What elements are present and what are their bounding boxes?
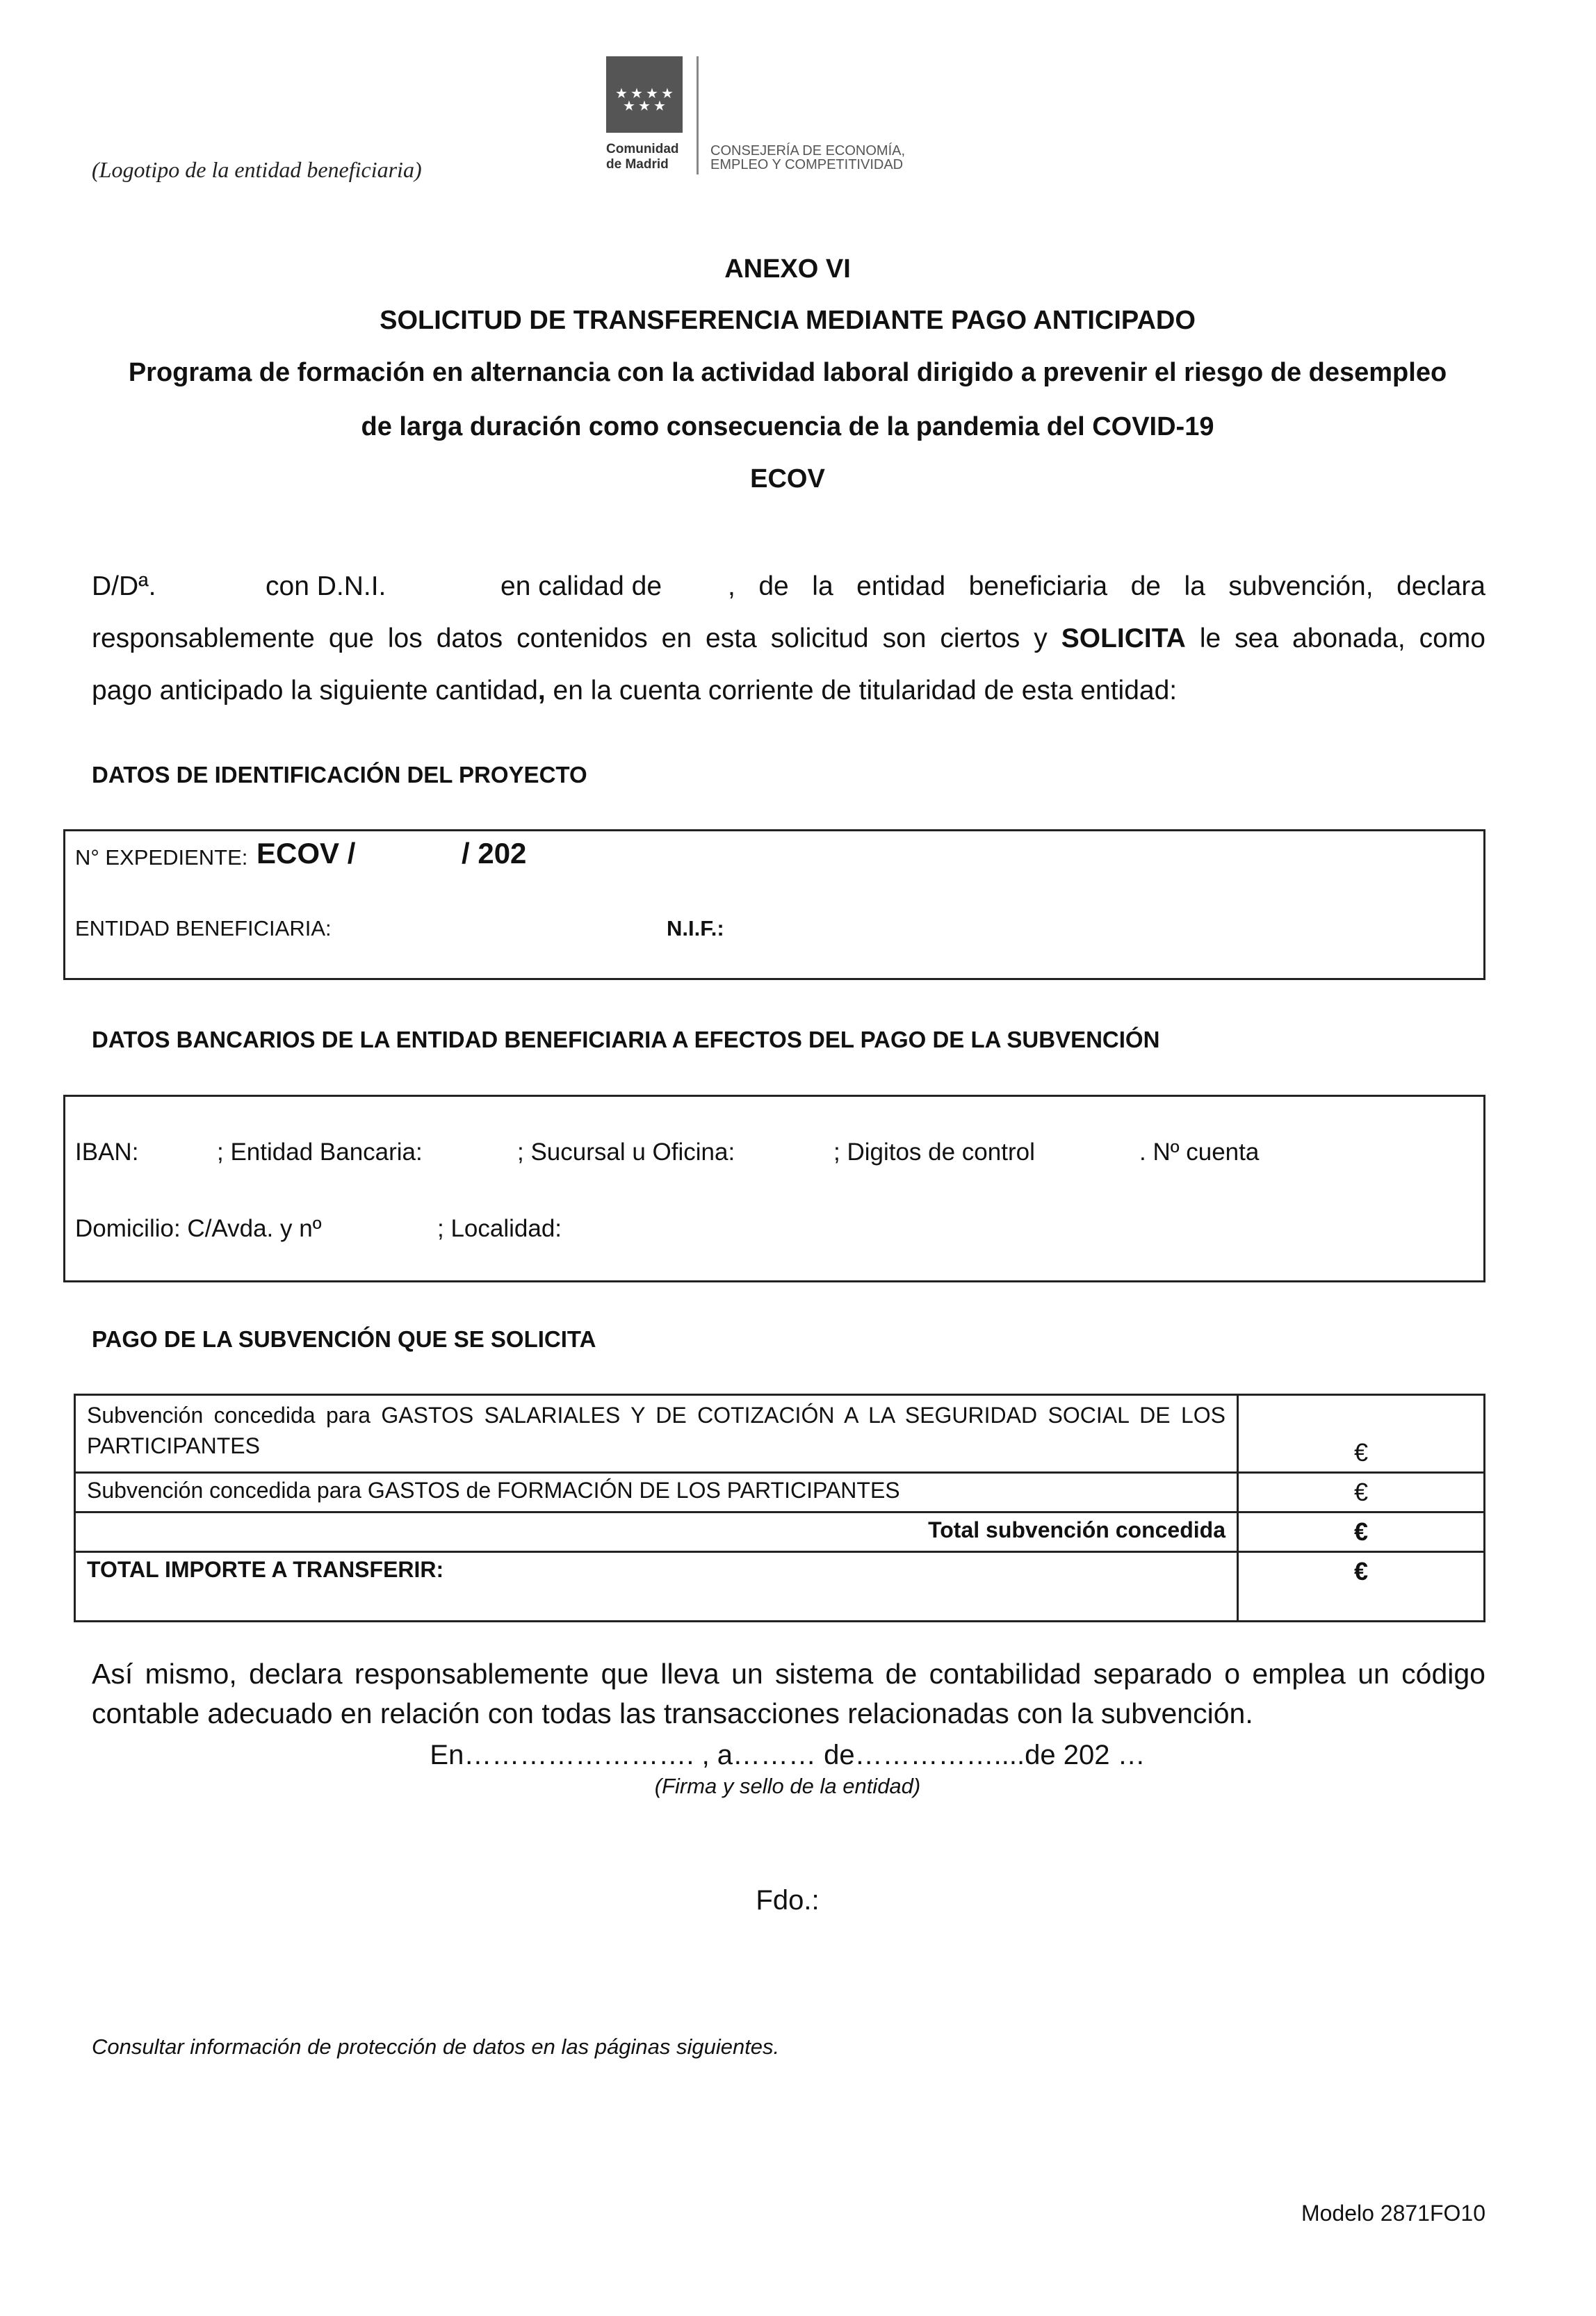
svg-text:★: ★ xyxy=(638,97,651,114)
table-row xyxy=(75,1512,1485,1552)
declaration-text: Así mismo, declara responsablemente que lleva un sistema de contabilidad separado o emplea un código contable adecuado en relación con todas las transacciones relacionadas con la subvención. xyxy=(92,1658,1485,1729)
role-label: en calidad de xyxy=(500,571,662,601)
bank-heading: DATOS BANCARIOS DE LA ENTIDAD BENEFICIARIA A EFECTOS DEL PAGO DE LA SUBVENCIÓN xyxy=(92,1027,1160,1052)
svg-text:★: ★ xyxy=(646,85,658,101)
place-date-line: En……………………. , a……… de……………....de 202 … xyxy=(430,1740,1146,1770)
intro-line3: pago anticipado la siguiente cantidad xyxy=(92,676,538,706)
program-code: ECOV xyxy=(750,464,825,494)
branch-label: ; Sucursal u Oficina: xyxy=(517,1139,735,1166)
org-name xyxy=(606,142,679,172)
training-costs-label: Subvención concedida para GASTOS de FORMACIÓN DE LOS PARTICIPANTES xyxy=(75,1473,1238,1512)
signed-by-label: Fdo.: xyxy=(756,1885,820,1916)
bank-box xyxy=(63,1095,1485,1282)
annex-title: ANEXO VI xyxy=(724,254,851,284)
comma: , xyxy=(537,676,546,706)
currency-symbol: € xyxy=(1238,1512,1485,1552)
iban-label: IBAN: xyxy=(75,1139,139,1166)
project-box xyxy=(63,829,1485,980)
total-granted-label: Total subvención concedida xyxy=(75,1512,1238,1552)
org-name-line1: Comunidad xyxy=(606,142,679,156)
svg-text:★: ★ xyxy=(653,97,666,114)
intro-line1-rest: , de la entidad beneficiaria de la subvención, declara xyxy=(728,571,1485,601)
program-title-line1: Programa de formación en alternancia con la actividad laboral dirigido a prevenir el riesgo de desempleo xyxy=(128,358,1447,387)
locality-label: ; Localidad: xyxy=(437,1215,562,1242)
nif-label: N.I.F.: xyxy=(667,916,724,940)
svg-text:★: ★ xyxy=(630,85,643,101)
salary-costs-label: Subvención concedida para GASTOS SALARIALES Y DE COTIZACIÓN A LA SEGURIDAD SOCIAL DE LOS PARTICIPANTES xyxy=(75,1395,1238,1473)
currency-symbol: € xyxy=(1238,1552,1485,1622)
currency-symbol: € xyxy=(1238,1395,1485,1473)
department-name xyxy=(710,144,905,172)
currency-symbol: € xyxy=(1238,1473,1485,1512)
intro-paragraph xyxy=(92,560,1485,717)
model-number: Modelo 2871FO10 xyxy=(1301,2201,1485,2226)
intro-line2: responsablemente que los datos contenidos en esta solicitud son ciertos y xyxy=(92,623,1061,653)
signature-note: (Firma y sello de la entidad) xyxy=(654,1774,921,1798)
expediente-suffix: / 202 xyxy=(462,837,527,870)
expediente-label: N° EXPEDIENTE: xyxy=(75,845,248,870)
table-row xyxy=(75,1395,1485,1473)
table-row xyxy=(75,1552,1485,1622)
entity-label: ENTIDAD BENEFICIARIA: xyxy=(75,916,332,940)
logo-divider xyxy=(697,56,699,174)
svg-text:★: ★ xyxy=(661,85,674,101)
expediente-prefix: ECOV / xyxy=(256,837,356,870)
program-title-line2: de larga duración como consecuencia de la pandemia del COVID-19 xyxy=(361,412,1214,441)
stars-icon xyxy=(606,56,683,133)
dept-line1: CONSEJERÍA DE ECONOMÍA, xyxy=(710,143,906,158)
svg-text:★: ★ xyxy=(615,85,628,101)
payment-table xyxy=(74,1394,1485,1622)
payment-heading: PAGO DE LA SUBVENCIÓN QUE SE SOLICITA xyxy=(92,1326,596,1352)
org-name-line2: de Madrid xyxy=(606,157,669,172)
logo-placeholder-text: (Logotipo de la entidad beneficiaria) xyxy=(92,157,422,182)
intro-line3-end: en la cuenta corriente de titularidad de esta entidad: xyxy=(545,676,1178,706)
account-number-label: . Nº cuenta xyxy=(1139,1139,1260,1166)
svg-text:★: ★ xyxy=(623,97,635,114)
name-label: D/Dª. xyxy=(92,571,156,601)
intro-line2-end: le sea abonada, como xyxy=(1185,623,1486,653)
solicita-text: SOLICITA xyxy=(1061,623,1186,653)
comunidad-madrid-logo xyxy=(606,56,683,133)
table-row xyxy=(75,1473,1485,1512)
dni-label: con D.N.I. xyxy=(266,571,386,601)
control-digits-label: ; Digitos de control xyxy=(833,1139,1035,1166)
dept-line2: EMPLEO Y COMPETITIVIDAD xyxy=(710,157,904,172)
bank-entity-label: ; Entidad Bancaria: xyxy=(217,1139,423,1166)
data-protection-note: Consultar información de protección de datos en las páginas siguientes. xyxy=(92,2034,780,2059)
document-title: SOLICITUD DE TRANSFERENCIA MEDIANTE PAGO ANTICIPADO xyxy=(380,306,1196,335)
total-transfer-label: TOTAL IMPORTE A TRANSFERIR: xyxy=(75,1552,1238,1622)
address-label: Domicilio: C/Avda. y nº xyxy=(75,1215,322,1242)
project-heading: DATOS DE IDENTIFICACIÓN DEL PROYECTO xyxy=(92,762,587,788)
